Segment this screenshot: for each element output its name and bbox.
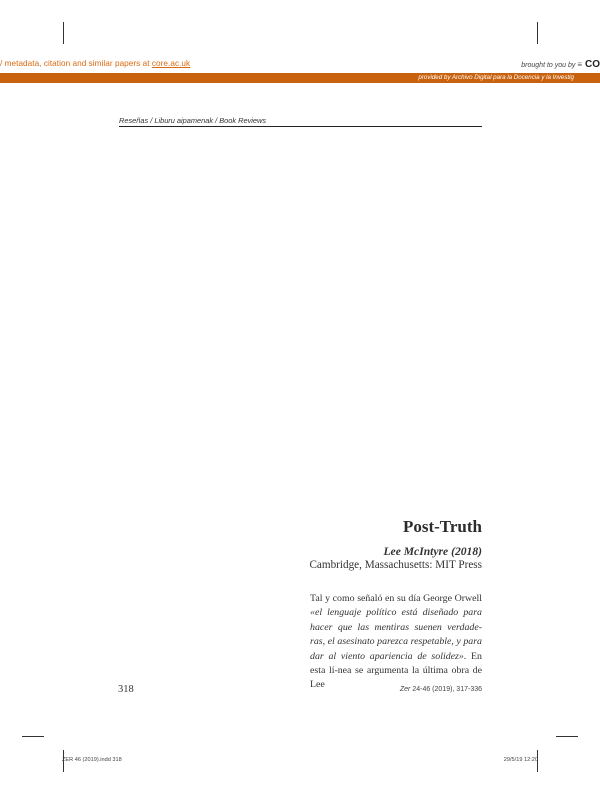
core-link[interactable]: core.ac.uk bbox=[151, 59, 191, 68]
review-author: Lee McIntyre (2018) bbox=[383, 545, 482, 558]
page-number: 318 bbox=[118, 684, 134, 695]
review-paragraph bbox=[310, 592, 482, 693]
slug-file-info: ZER 46 (2019).indd 318 bbox=[62, 757, 122, 763]
crop-mark bbox=[22, 736, 44, 737]
provided-by-text[interactable]: provided by Archivo Digital para la Docencia y la Investig bbox=[418, 74, 574, 81]
crop-mark bbox=[556, 736, 578, 737]
core-metadata-prefix: / metadata, citation and similar papers at bbox=[0, 59, 152, 68]
review-publisher: Cambridge, Massachusetts: MIT Press bbox=[309, 559, 482, 571]
slug-date-time: 29/5/19 12:20 bbox=[503, 757, 538, 763]
paragraph-tail: . En esta lí-nea se argumenta la última obra de Lee bbox=[310, 650, 482, 691]
brought-by bbox=[521, 59, 600, 70]
journal-reference bbox=[400, 686, 482, 693]
paragraph-lead: Tal y como señaló en su día George Orwell bbox=[310, 593, 482, 604]
core-metadata-text bbox=[0, 59, 190, 68]
crop-mark bbox=[537, 22, 538, 44]
orwell-quote: «el lenguaje político está diseñado para hacer que las mentiras suenen verdade-ras, el asesinato parezca respetable, y para dar al viento apariencia de solidez» bbox=[310, 607, 482, 662]
journal-name: Zer bbox=[399, 686, 411, 693]
header-rule bbox=[119, 126, 482, 127]
journal-citation: 24-46 (2019), 317-336 bbox=[410, 686, 482, 693]
crop-mark bbox=[63, 22, 64, 44]
provided-by-bar bbox=[0, 73, 600, 83]
review-title: Post-Truth bbox=[402, 517, 482, 536]
brought-by-text: brought to you by bbox=[521, 62, 576, 69]
core-banner bbox=[0, 58, 600, 72]
section-header: Reseñas / Liburu aipamenak / Book Reviews bbox=[119, 116, 267, 125]
core-logo-icon: ≡ bbox=[577, 60, 582, 69]
core-logo[interactable]: CO bbox=[585, 59, 600, 70]
